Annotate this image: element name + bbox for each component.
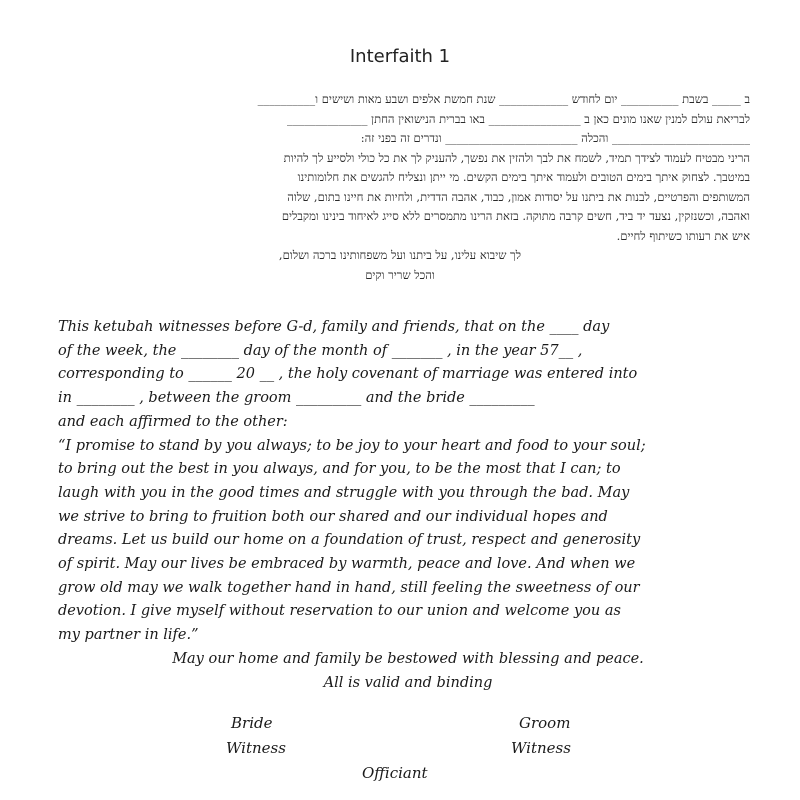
english-line: grow old may we walk together hand in hand, still feeling the sweetness of our <box>58 579 640 596</box>
english-line: of spirit. May our lives be embraced by warmth, peace and love. And when we <box>58 556 636 573</box>
officiant-label: Officiant <box>362 764 428 782</box>
english-line: “I promise to stand by you always; to be joy to your heart and food to your soul; <box>58 437 646 454</box>
hebrew-line: איש את רעותו כשיתוף לחיים. <box>616 228 750 243</box>
english-line: my partner in life.” <box>58 627 199 644</box>
witness-left-label: Witness <box>226 739 286 757</box>
hebrew-line: ואהבה, וכשנזקין, נצעד יד ביד, חשים קרבה מתוקה. בזאת הרינו מתמסרים ללא סייג לאיחוד בינינו ומקבלים <box>281 209 750 223</box>
groom-signature-label: Groom <box>519 714 571 732</box>
english-line: This ketubah witnesses before G-d, family and friends, that on the ____ day <box>58 319 610 335</box>
hebrew-line: ב _____ בשבת __________ יום לחודש ____________ שנת חמשת אלפים ושבע מאות ושישים ו__________ <box>257 92 750 106</box>
english-line: corresponding to ______ 20 __ , the holy covenant of marriage was entered into <box>58 366 638 383</box>
document-title: Interfaith 1 <box>349 46 451 67</box>
english-closing: All is valid and binding <box>323 674 493 691</box>
signature-row-witnesses <box>0 739 800 763</box>
english-line: devotion. I give myself without reservation to our union and welcome you as <box>58 603 621 620</box>
bride-signature-label: Bride <box>231 714 273 732</box>
english-line: laugh with you in the good times and struggle with you through the bad. May <box>58 484 630 501</box>
hebrew-blessing: לך שיבוא עלינו, על ביתנו ועל משפחותינו ברכה ושלום, <box>278 248 522 262</box>
hebrew-text-block <box>50 90 750 285</box>
hebrew-line: הריני מבטיח לעמוד לצידך תמיד, לשמח את לבך ולהזין את נפשך, להעניק לך את כל כולי ולסייע לך להיות <box>283 150 750 165</box>
english-blessing: May our home and family be bestowed with blessing and peace. <box>172 650 644 667</box>
english-line: we strive to bring to fruition both our shared and our individual hopes and <box>58 508 608 525</box>
hebrew-line: המשותפים והפרטיים, לבנות את ביתנו על יסודות אמון, כבוד, אהבה הדדית, ולחיות את חיינו בתום, שלוה <box>287 189 750 204</box>
signature-row-officiant <box>0 764 800 788</box>
english-line: and each affirmed to the other: <box>58 413 288 430</box>
english-text-block <box>58 316 758 695</box>
hebrew-line: במיטבך. לצחוק איתך בימים הטובים ולעמוד איתך בימים הקשים. מי ייתן ונצליח להגשים את חלומותינו <box>297 170 750 184</box>
english-line: of the week, the ________ day of the month of _______ , in the year 57__ , <box>58 342 583 359</box>
english-line: in ________ , between the groom _________ and the bride _________ <box>58 390 535 407</box>
witness-right-label: Witness <box>511 739 571 757</box>
hebrew-line: ________________________ והכלה _______________________ ונדרים זה בפני זה: <box>360 131 750 145</box>
english-line: to bring out the best in you always, and for you, to be the most that I can; to <box>58 461 621 478</box>
hebrew-line: לבריאת עולם למנין שאנו מונים כאן ב ________________ באו בברית הנישואין החתן ______________ <box>287 111 750 126</box>
hebrew-closing: והכל שריר וקים <box>365 267 435 282</box>
english-line: dreams. Let us build our home on a foundation of trust, respect and generosity <box>58 532 641 549</box>
signature-row-couple <box>0 714 800 738</box>
